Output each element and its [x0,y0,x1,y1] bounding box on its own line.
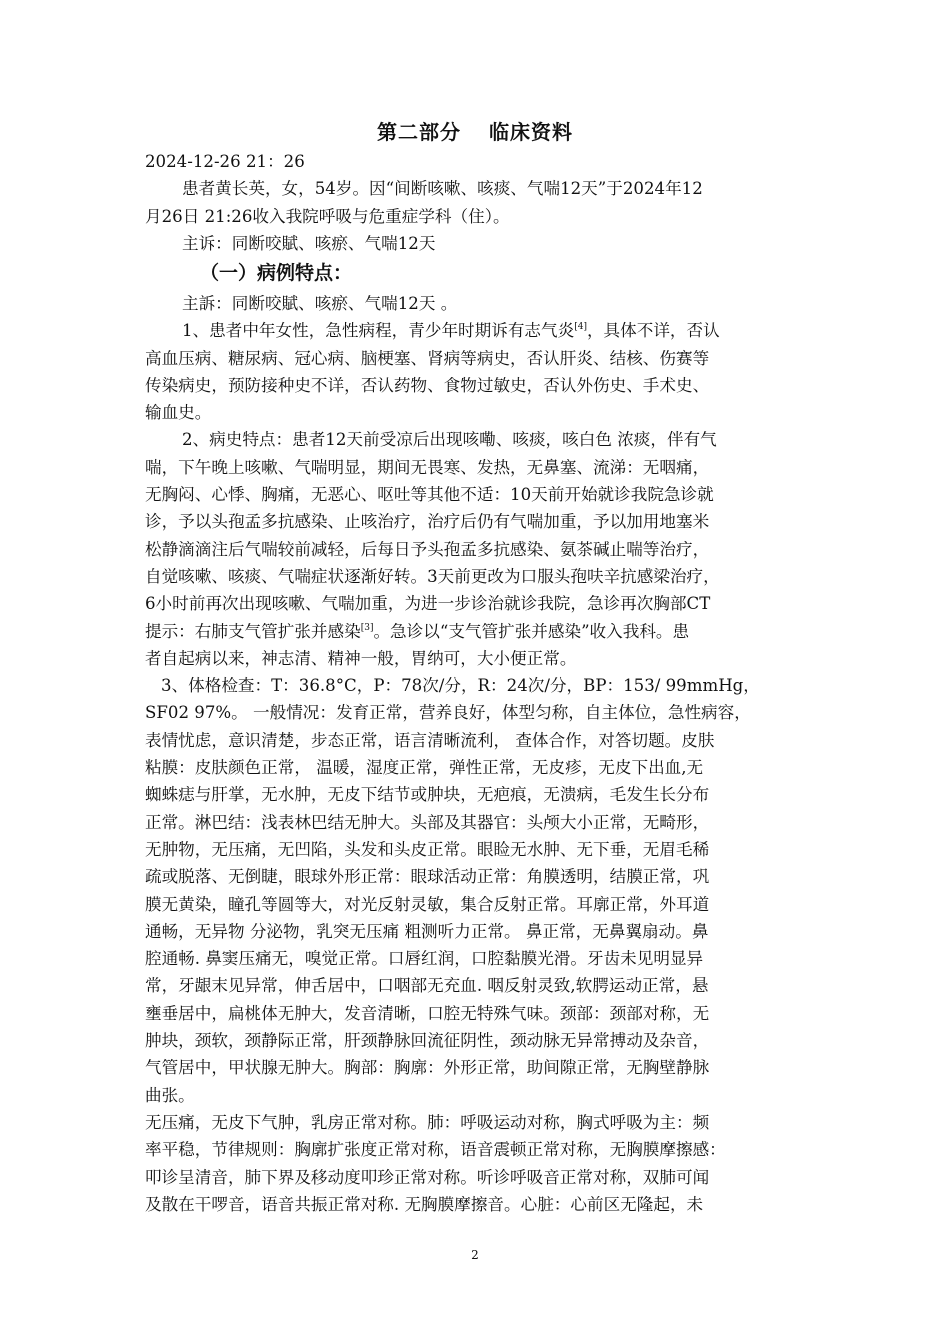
item2-line: 自觉咳嗽、咳痰、气喘症状逐渐好转。3天前更改为口服头孢呋辛抗感梁治疗， [145,566,720,586]
page-number: 2 [471,1248,479,1262]
intro-line-2: 月26日 21:26收入我院呼吸与危重症学科（住）。 [145,206,510,226]
item2-ref-line [145,618,821,645]
citation-ref: [4] [574,322,587,333]
item3-line: 曲张。 [145,1085,195,1105]
item3-line: 腔通畅. 鼻窦压痛无，嗅觉正常。口唇红润，口腔黏膜光滑。牙齿未见明显异 [145,949,704,969]
item2-line: 松静滴滴注后气喘较前减轻，后每日予头孢孟多抗感染、氨茶碱止喘等治疗， [145,539,710,559]
item3-line: 壅垂居中，扁桃体无肿大，发音清晰，口腔无特殊气味。颈部：颈部对称，无 [145,1003,710,1023]
item3-line: 率平稳，节律规则：胸廓扩张度正常对称，语音震顿正常对称，无胸膜摩擦感： [145,1140,726,1160]
item3-line: 疏或脱落、无倒睫，眼球外形正常：眼球活动正常：角膜透明，结膜正常，巩 [145,867,710,887]
item2-text: 提示：右肺支气管扩张并感染 [145,621,361,641]
case-features-block [145,290,821,1218]
intro-block [145,148,821,257]
page-title [0,116,950,145]
item3-line: 肿块，颈软，颈静际正常，肝颈静脉回流征阴性，颈动脉无异常搏动及杂音， [145,1031,710,1051]
item3-line: SF02 97%。 一般情况：发育正常，营养良好，体型匀称，自主体位，急性病容， [145,703,751,723]
intro-line-1: 患者黄长英，女，54岁。因“间断咳嗽、咳痰、气喘12天”于2024年12 [182,179,703,199]
item2-line: 2、病史特点：患者12天前受凉后出现咳嘞、咳痰，咳白色 浓痰，伴有气 [182,430,717,450]
item3-line: 无肿物，无压痛，无凹陷，头发和头皮正常。眼睑无水肿、无下垂，无眉毛稀 [145,839,710,859]
item3-line: 叩诊呈清音，肺下界及移动度叩珍正常对称。听诊呼吸音正常对称，双肺可闻 [145,1167,710,1187]
item3-line: 及散在干啰音，语音共振正常对称. 无胸膜摩擦音。心脏：心前区无隆起，未 [145,1194,704,1214]
item3-line: 通畅，无异物 分泌物，乳突无压痛 粗测听力正常。 鼻正常，无鼻翼扇动。鼻 [145,921,709,941]
item3-line: 无压痛，无皮下气肿，乳房正常对称。肺：呼吸运动对称，胸式呼吸为主：频 [145,1112,710,1132]
chief-complaint: 主诉：同断咬賦、咳瘀、气喘12天 [182,233,436,253]
item3-line: 常，牙龈末见异常，伸舌居中，口咽部无充血. 咽反射灵致,软腭运动正常，悬 [145,976,709,996]
item1-text: 1、患者中年女性，急性病程，青少年时期诉有志气炎 [182,321,575,341]
citation-ref: [3] [360,622,374,633]
item3-line: 正常。淋巴结：浅表林巴结无肿大。头部及其器官：头颅大小正常，无畸形， [145,812,710,832]
item3-line: 3、体格检查：T：36.8°C，P：78次/分，R：24次/分，BP：153/ 99mmHg， [161,676,760,696]
timestamp: 2024-12-26 21：26 [145,152,305,171]
item2-line: 者自起病以来，神志清、精神一般，胃纳可，大小便正常。 [145,648,577,668]
item1-line: 输血史。 [145,403,212,423]
item3-line: 表情忧虑，意识清楚，步态正常，语言清晰流利， 查体合作，对答切题。皮肤 [145,730,715,750]
item2-line: 无胸闷、心悸、胸痛，无恶心、呕吐等其他不适：10天前开始就诊我院急诊就 [145,485,714,505]
item3-line: 粘膜：皮肤颜色正常， 温暖，湿度正常，弹性正常，无皮疹，无皮下出血,无 [145,758,704,778]
item1-line: 高血压病、糖尿病、冠心病、脑梗塞、肾病等病史，否认肝炎、结核、伤赛等 [145,348,710,368]
item3-line: 气管居中，甲状腺无肿大。胸部：胸廓：外形正常，助间隙正常，无胸壁静脉 [145,1058,710,1078]
item3-line: 蜘蛛痣与肝掌，无水肿，无皮下结节或肿块，无疤痕，无溃病，毛发生长分布 [145,785,710,805]
item2-text-cont: 。急诊以“支气管扩张并感染”收入我科。患 [373,621,690,641]
title-part: 第二部分 [377,120,462,144]
title-name: 临床资料 [488,120,573,144]
item2-line: 喘，下午晚上咳嗽、气喘明显，期间无畏寒、发热，无鼻塞、流涕：无咽痛， [145,457,710,477]
section-heading: （一）病例特点： [200,262,353,284]
item1-text-cont: ，具体不详，否认 [586,321,720,341]
item1-line-1 [145,317,821,344]
item2-line: 6小时前再次出现咳嗽、气喘加重，为进一步诊治就诊我院，急诊再次胸部CT [145,594,711,614]
chief-complaint-repeat: 主訴：同断咬賦、咳瘀、气喘12天 。 [182,294,458,313]
item3-line: 膜无黄染，瞳孔等圆等大，对光反射灵敏，集合反射正常。耳廓正常，外耳道 [145,894,710,914]
item2-line: 诊，予以头孢孟多抗感染、止咳治疗，治疗后仍有气喘加重，予以加用地塞米 [145,512,710,532]
item1-line: 传染病史，预防接种史不详，否认药物、食物过敏史，否认外伤史、手术史、 [145,375,710,395]
